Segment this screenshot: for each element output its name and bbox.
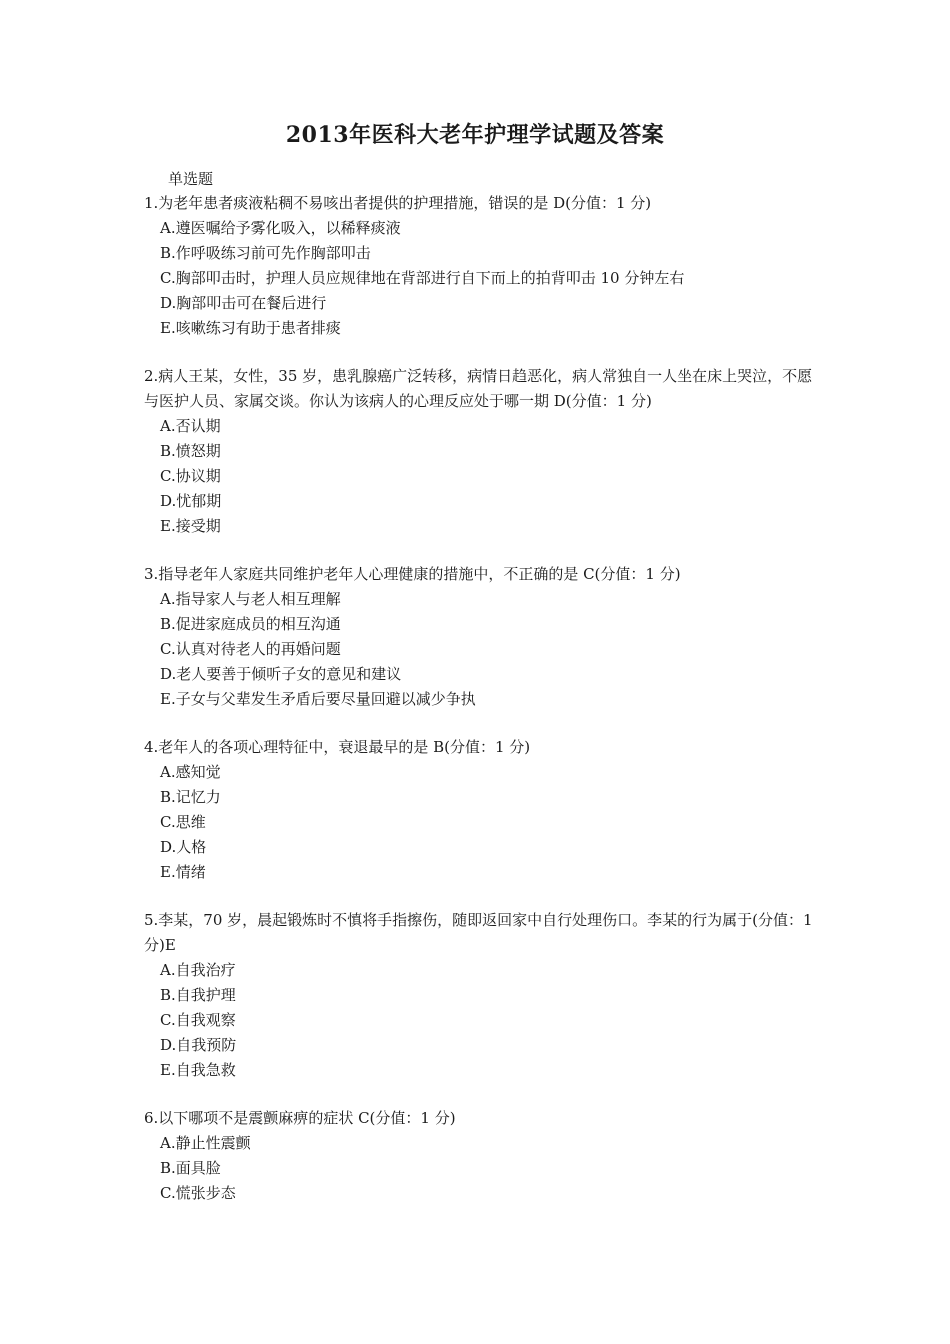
option-d: D.老人要善于倾听子女的意见和建议 <box>160 665 402 683</box>
question-5 <box>144 908 814 1083</box>
question-stem: 2.病人王某，女性，35 岁，患乳腺癌广泛转移，病情日趋恶化，病人常独自一人坐在床上哭泣，不愿与医护人员、家属交谈。你认为该病人的心理反应处于哪一期 D(分值：1 分) <box>144 367 813 410</box>
option-d: D.自我预防 <box>160 1036 237 1054</box>
option-b: B.愤怒期 <box>160 442 221 460</box>
option-a: A.指导家人与老人相互理解 <box>160 590 341 608</box>
option-c: C.自我观察 <box>160 1011 236 1029</box>
option-e: E.子女与父辈发生矛盾后要尽量回避以减少争执 <box>160 690 476 708</box>
question-stem: 3.指导老年人家庭共同维护老年人心理健康的措施中，不正确的是 C(分值：1 分) <box>144 565 681 583</box>
option-d: D.忧郁期 <box>160 492 222 510</box>
option-e: E.自我急救 <box>160 1061 236 1079</box>
option-c: C.协议期 <box>160 467 221 485</box>
option-b: B.促进家庭成员的相互沟通 <box>160 615 341 633</box>
question-stem: 5.李某，70 岁，晨起锻炼时不慎将手指擦伤，随即返回家中自行处理伤口。李某的行为属于(分值：1 分)E <box>144 911 813 954</box>
option-c: C.思维 <box>160 813 206 831</box>
option-list <box>144 414 814 539</box>
option-c: C.认真对待老人的再婚问题 <box>160 640 341 658</box>
option-d: D.胸部叩击可在餐后进行 <box>160 294 327 312</box>
option-a: A.感知觉 <box>160 763 221 781</box>
option-e: E.情绪 <box>160 863 206 881</box>
question-2 <box>144 364 814 539</box>
question-3 <box>144 562 814 712</box>
question-stem: 4.老年人的各项心理特征中，衰退最早的是 B(分值：1 分) <box>144 738 531 756</box>
option-e: E.咳嗽练习有助于患者排痰 <box>160 319 341 337</box>
question-4 <box>144 735 814 885</box>
section-label: 单选题 <box>168 170 214 188</box>
option-a: A.否认期 <box>160 417 221 435</box>
option-list <box>144 216 814 341</box>
question-stem: 1.为老年患者痰液粘稠不易咳出者提供的护理措施，错误的是 D(分值：1 分) <box>144 194 652 212</box>
option-b: B.作呼吸练习前可先作胸部叩击 <box>160 244 371 262</box>
option-e: E.接受期 <box>160 517 221 535</box>
question-1 <box>144 191 814 341</box>
document-title: 2013年医科大老年护理学试题及答案 <box>285 122 665 148</box>
option-b: B.自我护理 <box>160 986 236 1004</box>
option-list <box>144 760 814 885</box>
option-b: B.记忆力 <box>160 788 221 806</box>
option-b: B.面具脸 <box>160 1159 221 1177</box>
question-list <box>144 191 814 1229</box>
option-list <box>144 1131 814 1206</box>
question-stem: 6.以下哪项不是震颤麻痹的症状 C(分值：1 分) <box>144 1109 456 1127</box>
option-d: D.人格 <box>160 838 207 856</box>
option-a: A.静止性震颤 <box>160 1134 251 1152</box>
option-c: C.慌张步态 <box>160 1184 236 1202</box>
option-list <box>144 958 814 1083</box>
option-a: A.遵医嘱给予雾化吸入，以稀释痰液 <box>160 219 401 237</box>
option-list <box>144 587 814 712</box>
option-c: C.胸部叩击时，护理人员应规律地在背部进行自下而上的拍背叩击 10 分钟左右 <box>160 269 685 287</box>
question-6 <box>144 1106 814 1206</box>
option-a: A.自我治疗 <box>160 961 236 979</box>
